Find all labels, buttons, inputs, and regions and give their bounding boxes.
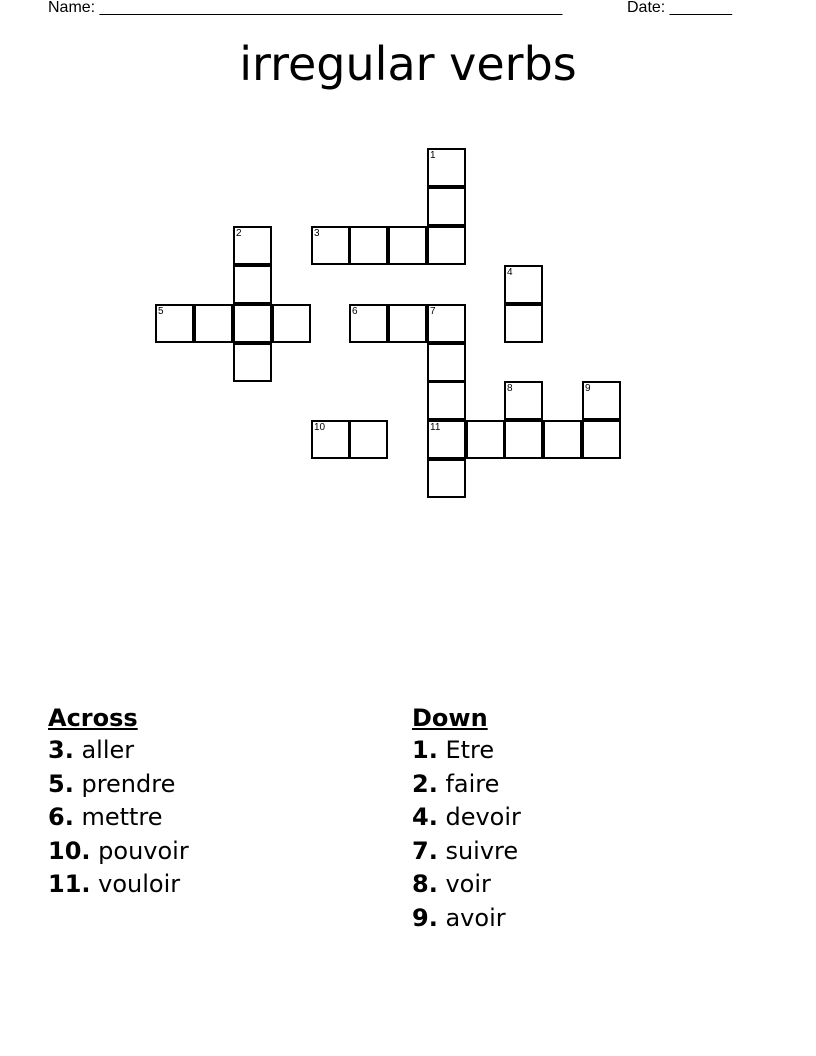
grid-cell[interactable]: [311, 420, 350, 459]
grid-cell[interactable]: [427, 343, 466, 382]
grid-cell[interactable]: [504, 381, 543, 420]
date-field[interactable]: Date: _______: [627, 0, 732, 16]
crossword-grid: [0, 0, 816, 520]
grid-cell[interactable]: [233, 343, 272, 382]
grid-cell[interactable]: [427, 459, 466, 498]
grid-cell[interactable]: [427, 187, 466, 226]
clue-number: 8: [507, 383, 513, 394]
grid-cell[interactable]: [349, 226, 388, 265]
clue-item: 8. voir: [412, 870, 491, 898]
grid-cell[interactable]: [427, 381, 466, 420]
clue-number: 1: [430, 150, 436, 161]
grid-cell[interactable]: [272, 304, 311, 343]
clue-number: 7: [430, 306, 436, 317]
clue-number: 4: [507, 267, 513, 278]
grid-cell[interactable]: [427, 420, 466, 459]
grid-cell[interactable]: [233, 226, 272, 265]
clue-number: 11: [430, 422, 441, 433]
grid-cell[interactable]: [349, 304, 388, 343]
clue-number: 5: [158, 306, 164, 317]
clue-number: 10: [314, 422, 326, 433]
grid-cell[interactable]: [582, 420, 621, 459]
down-clues: [412, 702, 521, 935]
page-title: irregular verbs: [239, 37, 577, 91]
grid-cell[interactable]: [155, 304, 194, 343]
grid-cell[interactable]: [427, 304, 466, 343]
clue-item: 10. pouvoir: [48, 836, 189, 865]
clue-item: 7. suivre: [412, 836, 519, 865]
grid-cell[interactable]: [388, 304, 427, 343]
clue-number: 9: [585, 383, 591, 394]
grid-cell[interactable]: [504, 265, 543, 304]
clue-number: 2: [236, 228, 242, 239]
grid-cell[interactable]: [427, 148, 466, 187]
across-heading: Across: [48, 704, 138, 732]
clue-number: 3: [314, 228, 320, 239]
clue-item: 4. devoir: [412, 803, 521, 831]
clue-item: 5. prendre: [48, 769, 176, 798]
clue-number: 6: [352, 306, 358, 317]
grid-cell[interactable]: [543, 420, 582, 459]
clue-item: 2. faire: [412, 769, 500, 798]
clue-item: 11. vouloir: [48, 870, 181, 898]
name-field[interactable]: Name: ____________________________________________________: [48, 0, 563, 16]
grid-cell[interactable]: [233, 265, 272, 304]
grid-cell[interactable]: [427, 226, 466, 265]
grid-cell[interactable]: [388, 226, 427, 265]
grid-cell[interactable]: [233, 304, 272, 343]
clue-item: 1. Etre: [412, 736, 495, 764]
grid-cell[interactable]: [194, 304, 233, 343]
grid-cell[interactable]: [466, 420, 505, 459]
clue-item: 6. mettre: [48, 803, 163, 831]
grid-cell[interactable]: [504, 420, 543, 459]
grid-cell[interactable]: [349, 420, 388, 459]
clue-item: 3. aller: [48, 736, 135, 764]
grid-cell[interactable]: [311, 226, 350, 265]
grid-cell[interactable]: [582, 381, 621, 420]
clue-item: 9. avoir: [412, 903, 506, 932]
down-heading: Down: [412, 704, 488, 732]
across-clues: [48, 702, 189, 902]
grid-cell[interactable]: [504, 304, 543, 343]
